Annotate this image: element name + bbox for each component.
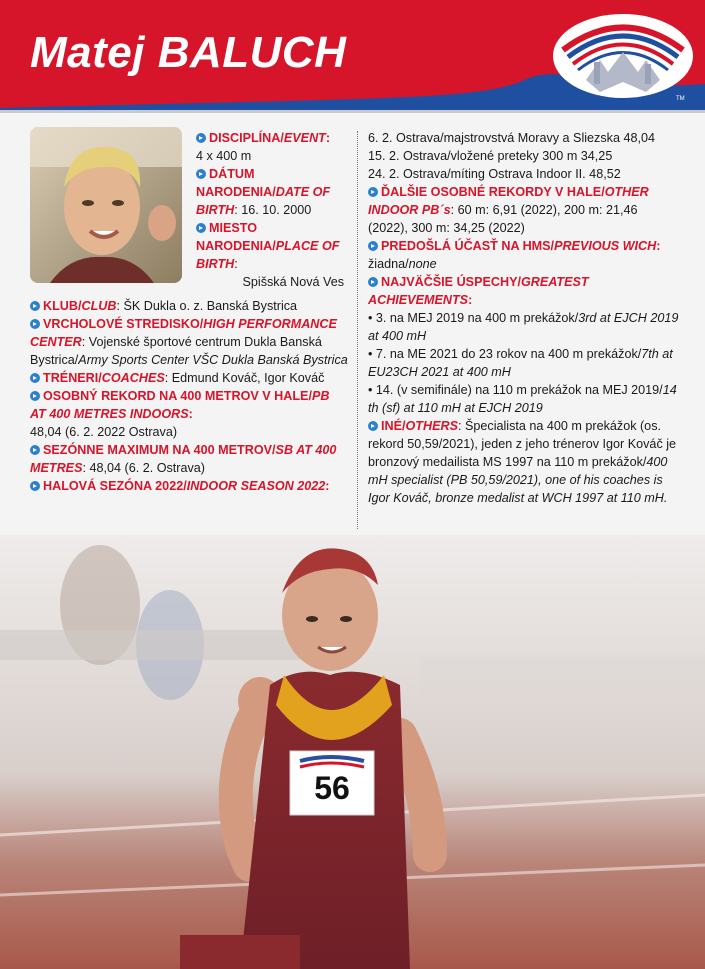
centre-value: Vojenské športové centrum Dukla Banská Bystrica/ [30,335,322,367]
prev-wich-row: PREDOŠLÁ ÚČASŤ NA HMS/PREVIOUS WICH: žiadna/none [368,239,661,271]
centre-row: VRCHOLOVÉ STREDISKO/HIGH PERFORMANCE CENTER: Vojenské športové centrum Dukla Banská Bystrica/Army Sports Center VŠC Dukla Banská Bystrica [30,317,348,367]
bullet-icon [30,319,40,329]
club-label: KLUB/ [43,299,82,313]
others-value: Špecialista na 400 m prekážok (os. rekord 50,59/2021), jeden z jeho trénerov Igor Kováč je bronzový medailista MS 1997 na 110 m prekážok/ [368,419,677,469]
others-row: INÉ/OTHERS: Špecialista na 400 m prekážok (os. rekord 50,59/2021), jeden z jeho trénerov Igor Kováč je bronzový medailista MS 1997 na 110 m prekážok/400 mH specialist (PB 50,59/2021), one of his coaches is Igor Kováč, bronze medalist at WCH 1997 at 110 mH. [368,419,677,505]
club-row: KLUB/CLUB: ŠK Dukla o. z. Banská Bystrica [30,297,348,315]
championship-logo [548,10,698,105]
bullet-icon [196,169,206,179]
personal-info-column [196,129,346,291]
bullet-icon [196,223,206,233]
achievement-item [368,345,680,381]
others-value-en: 400 mH specialist (PB 50,59/2021), one of his coaches is Igor Kováč, bronze medalist at WCH 1997 at 110 mH. [368,455,668,505]
pob-row: MIESTO NARODENIA/PLACE OF BIRTH: Spišská Nová Ves [196,221,344,289]
coaches-row: TRÉNERI/COACHES: Edmund Kováč, Igor Kováč [30,369,348,387]
action-photo [0,535,705,969]
bib-number: 56 [314,770,350,806]
coaches-label: TRÉNERI/ [43,371,102,385]
header-band [0,0,705,110]
club-value: ŠK Dukla o. z. Banská Bystrica [123,299,298,313]
pb-label: OSOBNÝ REKORD NA 400 METROV V HALE/ [43,389,312,403]
pob-label: MIESTO NARODENIA/ [196,221,276,253]
athlete-name: Matej BALUCH [30,28,347,77]
other-pb-row: ĎALŠIE OSOBNÉ REKORDY V HALE/OTHER INDOOR PB´s: 60 m: 6,91 (2022), 200 m: 21,46 (2022), 300 m: 34,25 (2022) [368,185,649,235]
sb-row: SEZÓNNE MAXIMUM NA 400 METROV/SB AT 400 METRES: 48,04 (6. 2. Ostrava) [30,443,337,475]
prev-wich-label: PREDOŠLÁ ÚČASŤ NA HMS/ [381,239,555,253]
coaches-value: Edmund Kováč, Igor Kováč [171,371,325,385]
coaches-label-en: COACHES [101,371,165,385]
dob-row: DÁTUM NARODENIA/DATE OF BIRTH: 16. 10. 2000 [196,167,331,217]
season-label: HALOVÁ SEZÓNA 2022/ [43,479,187,493]
sb-label: SEZÓNNE MAXIMUM NA 400 METROV/ [43,443,276,457]
info-panel [0,110,705,535]
achievements-label-en: GREATEST ACHIEVEMENTS [368,275,589,307]
bullet-icon [30,481,40,491]
bullet-icon [30,373,40,383]
discipline-label: DISCIPLÍNA/ [209,131,284,145]
season-result: 15. 2. Ostrava/vložené preteky 300 m 34,25 [368,149,613,163]
bullet-icon [368,277,378,287]
discipline-row: DISCIPLÍNA/EVENT: 4 x 400 m [196,131,331,163]
svg-text:TM: TM [676,96,685,102]
bullet-icon [30,301,40,311]
club-label-en: CLUB [81,299,117,313]
prev-wich-value: žiadna/ [368,257,409,271]
discipline-label-en: EVENT [283,131,326,145]
prev-wich-value-en: none [408,257,437,271]
dob-value: 16. 10. 2000 [241,203,312,217]
results-column [368,129,680,507]
achievement-text: • 14. (v semifinále) na 110 m prekážok na MEJ 2019/ [368,383,663,397]
column-divider [357,131,358,529]
portrait-photo [30,127,182,283]
other-pb-value: 60 m: 6,91 (2022), 200 m: 21,46 (2022), 300 m: 34,25 (2022) [368,203,638,235]
sb-value: 48,04 (6. 2. Ostrava) [89,461,205,475]
achievement-text-en: 14 th (sf) at 110 mH at EJCH 2019 [368,383,677,415]
prev-wich-label-en: PREVIOUS WICH [554,239,657,253]
achievement-item [368,381,680,417]
centre-label: VRCHOLOVÉ STREDISKO/ [43,317,204,331]
achievement-text: • 3. na MEJ 2019 na 400 m prekážok/ [368,311,579,325]
achievement-text-en: 3rd at EJCH 2019 at 400 mH [368,311,679,343]
season-result: 24. 2. Ostrava/míting Ostrava Indoor II. 48,52 [368,167,621,181]
others-label: INÉ/ [381,419,406,433]
bullet-icon [196,133,206,143]
bullet-icon [30,391,40,401]
achievement-item [368,309,680,345]
achievement-text-en: 7th at EU23CH 2021 at 400 mH [368,347,673,379]
achievements-label: NAJVÄČŠIE ÚSPECHY/ [381,275,521,289]
pb-label-en: PB AT 400 METRES INDOORS [30,389,330,421]
other-pb-label: ĎALŠIE OSOBNÉ REKORDY V HALE/ [381,185,605,199]
sb-label-en: SB AT 400 METRES [30,443,337,475]
centre-value-en: Army Sports Center VŠC Dukla Banská Bystrica [78,353,348,367]
pob-label-en: PLACE OF BIRTH [196,239,340,271]
bullet-icon [30,445,40,455]
others-label-en: OTHERS [405,419,458,433]
pob-value: Spišská Nová Ves [242,275,344,289]
bullet-icon [368,421,378,431]
season-label-en: INDOOR SEASON 2022 [186,479,326,493]
bullet-icon [368,187,378,197]
dob-label: DÁTUM NARODENIA/ [196,167,276,199]
pb-row: OSOBNÝ REKORD NA 400 METROV V HALE/PB AT 400 METRES INDOORS: 48,04 (6. 2. 2022 Ostrava) [30,389,330,439]
discipline-value: 4 x 400 m [196,149,252,163]
other-pb-label-en: OTHER INDOOR PB´s [368,185,649,217]
achievements-row: NAJVÄČŠIE ÚSPECHY/GREATEST ACHIEVEMENTS: [368,275,589,307]
bullet-icon [368,241,378,251]
dob-label-en: DATE OF BIRTH [196,185,331,217]
pb-value: 48,04 (6. 2. 2022 Ostrava) [30,425,178,439]
season-result: 6. 2. Ostrava/majstrovstvá Moravy a Sliezska 48,04 [368,131,655,145]
season-row: HALOVÁ SEZÓNA 2022/INDOOR SEASON 2022: [30,477,348,495]
achievement-text: • 7. na ME 2021 do 23 rokov na 400 m prekážok/ [368,347,642,361]
centre-label-en: HIGH PERFORMANCE CENTER [30,317,337,349]
career-info-column [30,297,348,495]
